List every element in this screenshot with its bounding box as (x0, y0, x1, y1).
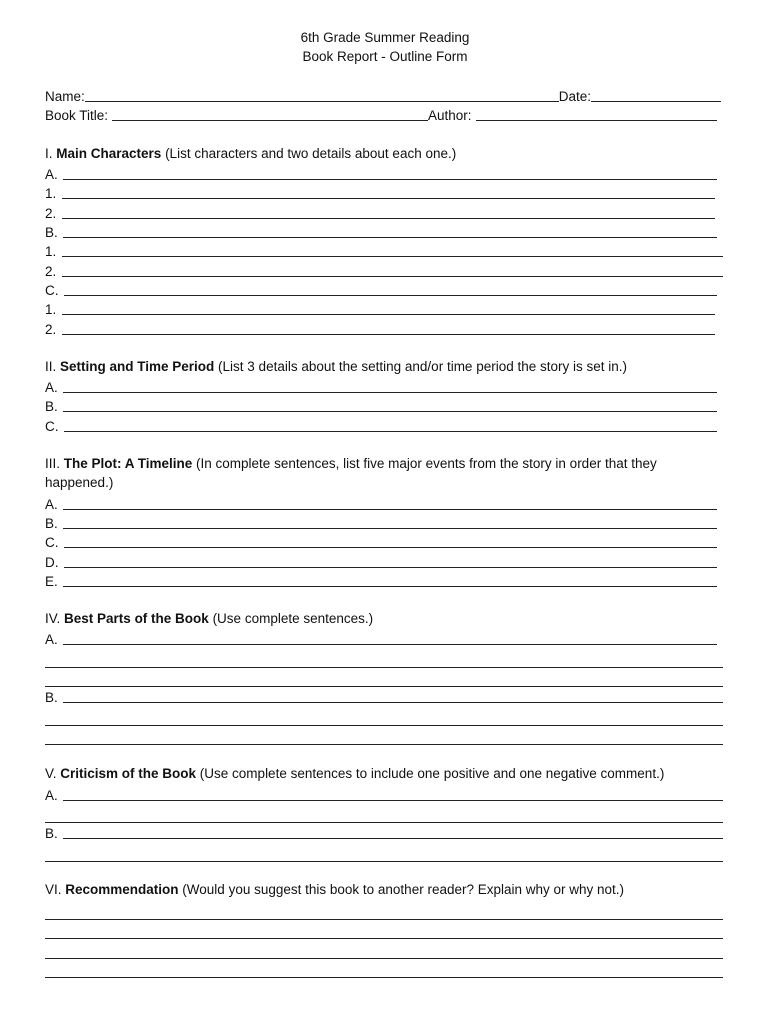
answer-line[interactable] (45, 709, 723, 728)
answer-line[interactable] (45, 651, 723, 670)
author-label: Author: (428, 108, 472, 124)
answer-line[interactable]: 1. (45, 298, 715, 317)
answer-line[interactable]: C. (45, 279, 717, 298)
answer-line[interactable]: C. (45, 415, 717, 434)
answer-line[interactable]: B. (45, 221, 717, 240)
section-main-characters-heading: I. Main Characters (List characters and two details about each one.) (45, 146, 457, 161)
answer-line[interactable]: B. (45, 512, 717, 531)
name-label: Name: (45, 89, 85, 105)
answer-line[interactable]: B. (45, 395, 717, 414)
section-recommendation-heading: VI. Recommendation (Would you suggest this book to another reader? Explain why or why not.) (45, 882, 625, 897)
answer-line[interactable]: 1. (45, 240, 723, 259)
answer-line[interactable] (45, 903, 723, 922)
date-field[interactable] (591, 88, 721, 102)
answer-line[interactable]: 1. (45, 182, 715, 201)
answer-line[interactable]: A. (45, 163, 717, 182)
answer-line[interactable]: C. (45, 531, 717, 550)
answer-line[interactable]: A. (45, 376, 717, 395)
answer-line[interactable]: B. (45, 686, 723, 705)
answer-line[interactable]: A. (45, 784, 723, 803)
answer-line[interactable]: A. (45, 628, 717, 647)
title-author-row (45, 104, 717, 123)
section-criticism-heading: V. Criticism of the Book (Use complete sentences to include one positive and one negative comment.) (45, 766, 665, 781)
book-title-field[interactable] (112, 107, 428, 121)
section-best-parts-heading: IV. Best Parts of the Book (Use complete sentences.) (45, 611, 374, 626)
answer-line[interactable]: D. (45, 551, 717, 570)
section-setting-heading: II. Setting and Time Period (List 3 details about the setting and/or time period the story is set in.) (45, 359, 628, 374)
section-plot-heading: III. The Plot: A Timeline (In complete sentences, list five major events from the story in order that they happened.) (45, 456, 657, 491)
answer-line[interactable] (45, 845, 723, 864)
answer-line[interactable]: A. (45, 493, 717, 512)
book-title-label: Book Title: (45, 108, 109, 124)
answer-line[interactable] (45, 922, 723, 941)
answer-line[interactable] (45, 728, 723, 747)
name-date-row (45, 85, 721, 104)
name-field[interactable] (85, 88, 559, 102)
answer-line[interactable] (45, 942, 723, 961)
answer-line[interactable]: B. (45, 822, 723, 841)
date-label: Date: (558, 89, 591, 105)
answer-line[interactable]: 2. (45, 318, 715, 337)
form-subtitle: Book Report - Outline Form (302, 49, 468, 64)
form-title: 6th Grade Summer Reading (300, 30, 470, 45)
answer-line[interactable]: 2. (45, 202, 715, 221)
answer-line[interactable] (45, 961, 723, 980)
answer-line[interactable]: 2. (45, 260, 723, 279)
author-field[interactable] (476, 107, 717, 121)
answer-line[interactable]: E. (45, 570, 717, 589)
